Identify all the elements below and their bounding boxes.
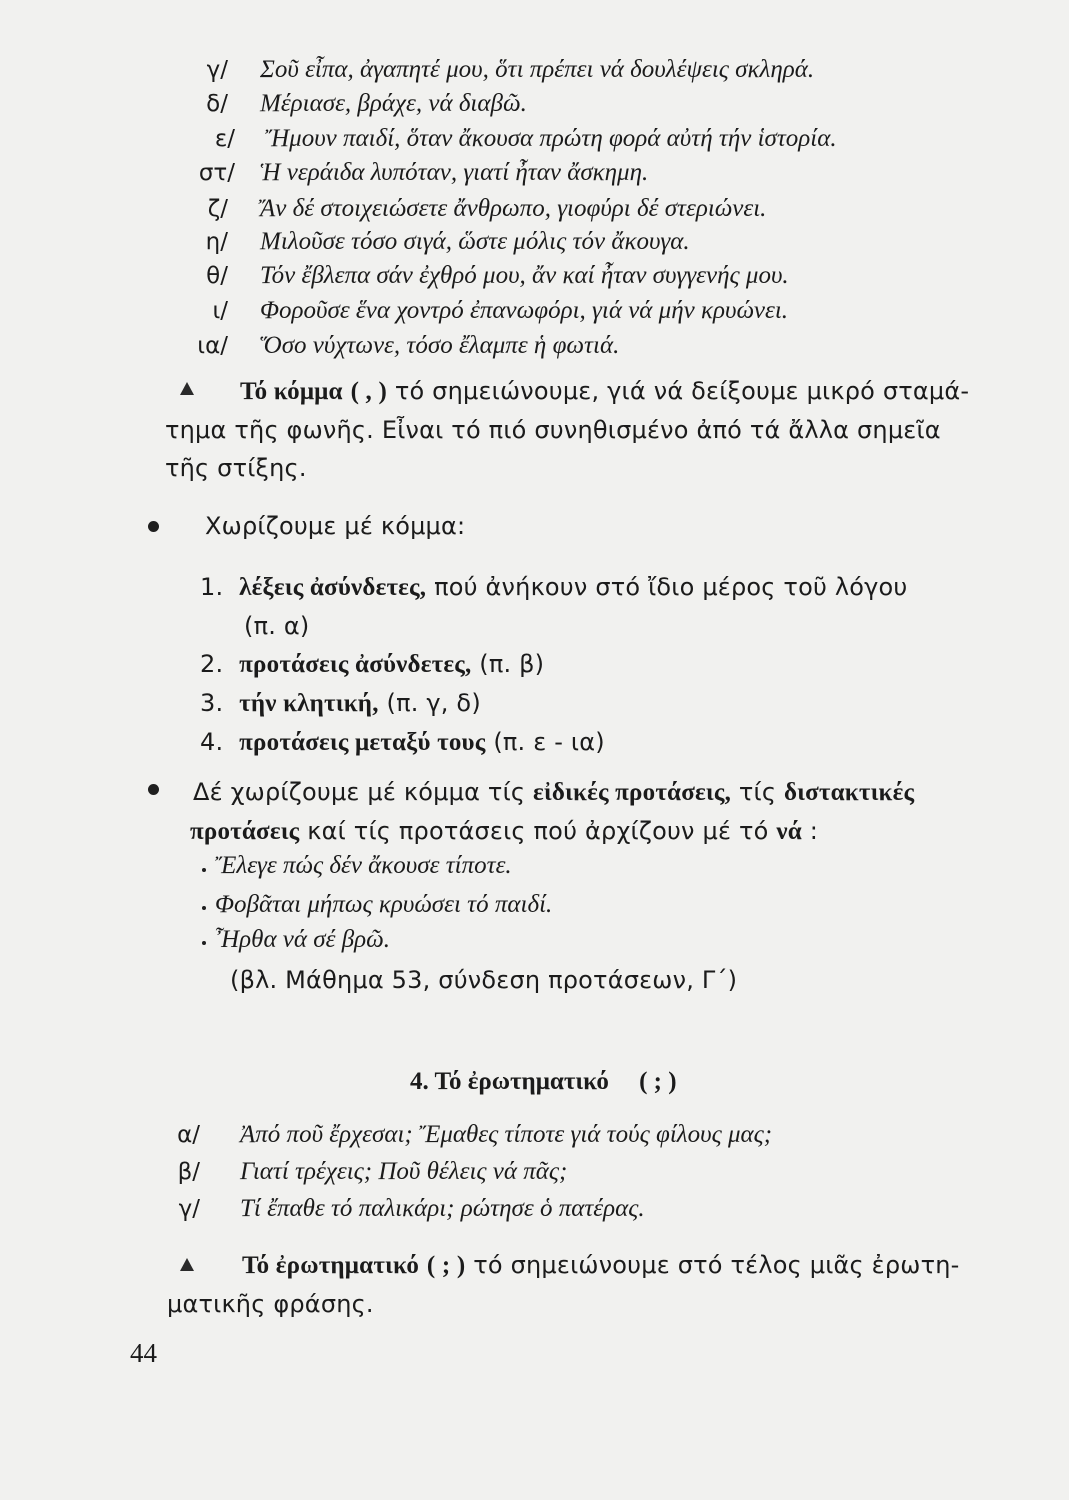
- reference-note: (βλ. Μάθημα 53, σύνδεση προτάσεων, Γ΄): [230, 966, 738, 994]
- dot-icon: [202, 906, 206, 910]
- example-label: ια/: [197, 333, 228, 359]
- list-number: 2.: [200, 650, 224, 678]
- example-label: α/: [177, 1122, 200, 1148]
- no-separate-rule: [190, 773, 1023, 851]
- example-text: Ἄν δέ στοιχειώσετε ἄνθρωπο, γιοφύρι δέ στεριώνει.: [260, 195, 767, 222]
- page-number: 44: [130, 1338, 157, 1368]
- list-number: 1.: [200, 573, 224, 601]
- no-separate-text: καί τίς προτάσεις πού ἀρχίζουν μέ τό: [307, 817, 769, 845]
- example-text: Ἦρθα νά σέ βρῶ.: [215, 926, 391, 953]
- question-symbol: ( ; ): [426, 1252, 466, 1279]
- no-separate-bold: νά: [776, 818, 802, 845]
- comma-rule-line1: τό σημειώνουμε, γιά νά δείξουμε μικρό σταμά-: [394, 377, 970, 405]
- question-rule-line2: ματικῆς φράσης.: [167, 1290, 374, 1318]
- dot-icon: [202, 941, 206, 945]
- example-label: ε/: [214, 126, 235, 152]
- no-separate-bold: εἰδικές προτάσεις,: [533, 779, 732, 806]
- example-text: Ἤμουν παιδί, ὅταν ἄκουσα πρώτη φορά αὐτή τήν ἱστορία.: [265, 125, 837, 152]
- list-item-continuation: (π. α): [244, 612, 310, 640]
- example-text: Τόν ἔβλεπα σάν ἐχθρό μου, ἄν καί ἦταν συγγενής μου.: [260, 262, 789, 289]
- example-text: Μέριασε, βράχε, νά διαβῶ.: [260, 90, 527, 117]
- no-separate-text: τίς: [738, 778, 777, 806]
- separate-list: [200, 568, 1020, 762]
- section-symbol: ( ; ): [639, 1068, 677, 1095]
- section-heading: [410, 1068, 677, 1096]
- example-label: θ/: [206, 263, 228, 289]
- example-text: Ἔλεγε πώς δέν ἄκουσε τίποτε.: [215, 852, 512, 879]
- bullet-icon: [148, 521, 159, 532]
- example-text: Σοῦ εἶπα, ἀγαπητέ μου, ὅτι πρέπει νά δουλέψεις σκληρά.: [260, 56, 815, 83]
- question-term: Τό ἐρωτηματικό: [242, 1252, 420, 1279]
- no-separate-text: Δέ χωρίζουμε μέ κόμμα τίς: [193, 778, 526, 806]
- example-label: ι/: [212, 298, 228, 324]
- example-text: Φοροῦσε ἕνα χοντρό ἐπανωφόρι, γιά νά μήν κρυώνει.: [260, 297, 789, 324]
- list-rest: πού ἀνήκουν στό ἴδιο μέρος τοῦ λόγου: [434, 573, 908, 601]
- example-text: Φοβᾶται μήπως κρυώσει τό παιδί.: [215, 891, 553, 918]
- list-item: [200, 568, 1020, 607]
- list-bold: λέξεις ἀσύνδετες,: [239, 574, 427, 601]
- comma-term: Τό κόμμα: [240, 378, 343, 405]
- example-label: β/: [177, 1159, 200, 1185]
- no-separate-bold: διστακτικές: [783, 779, 915, 806]
- no-separate-bold: προτάσεις: [190, 818, 300, 845]
- question-rule: [167, 1246, 1017, 1323]
- list-item: [200, 645, 1020, 684]
- list-number: 3.: [200, 689, 224, 717]
- example-label: η/: [205, 229, 228, 255]
- list-item: [200, 723, 1020, 762]
- list-rest: (π. γ, δ): [386, 689, 481, 717]
- example-text: Ὅσο νύχτωνε, τόσο ἔλαμπε ἡ φωτιά.: [260, 332, 620, 359]
- list-rest: (π. β): [479, 650, 545, 678]
- example-text: Τί ἔπαθε τό παλικάρι; ρώτησε ὁ πατέρας.: [240, 1195, 645, 1222]
- list-rest: (π. ε - ια): [493, 728, 605, 756]
- example-text: Γιατί τρέχεις; Ποῦ θέλεις νά πᾶς;: [240, 1158, 568, 1185]
- separate-intro: Χωρίζουμε μέ κόμμα:: [205, 512, 466, 540]
- list-bold: προτάσεις ἀσύνδετες,: [239, 651, 472, 678]
- example-text: Ἡ νεράιδα λυπόταν, γιατί ἦταν ἄσκημη.: [260, 159, 649, 186]
- example-text: Μιλοῦσε τόσο σιγά, ὥστε μόλις τόν ἄκουγα.: [260, 228, 690, 255]
- list-item: [200, 684, 1020, 723]
- example-label: γ/: [178, 1196, 200, 1222]
- example-label: στ/: [198, 160, 235, 186]
- comma-rule: [165, 372, 1015, 487]
- list-bold: τήν κλητική,: [239, 690, 379, 717]
- comma-rule-line3: τῆς στίξης.: [165, 454, 307, 482]
- bullet-icon: [148, 784, 159, 795]
- section-title: 4. Τό ἐρωτηματικό: [410, 1068, 609, 1095]
- no-separate-text: :: [809, 817, 819, 845]
- example-label: γ/: [206, 57, 228, 83]
- comma-rule-line2: τημα τῆς φωνῆς. Εἶναι τό πιό συνηθισμένο ἀπό τά ἄλλα σημεῖα: [165, 416, 941, 444]
- example-label: δ/: [206, 91, 228, 117]
- dot-icon: [202, 868, 206, 872]
- list-bold: προτάσεις μεταξύ τους: [239, 729, 486, 756]
- example-label: ζ/: [207, 196, 228, 222]
- example-text: Ἀπό ποῦ ἔρχεσαι; Ἔμαθες τίποτε γιά τούς φίλους μας;: [240, 1121, 773, 1148]
- list-number: 4.: [200, 728, 224, 756]
- question-rule-line1: τό σημειώνουμε στό τέλος μιᾶς ἐρωτη-: [473, 1251, 960, 1279]
- comma-symbol: ( , ): [350, 378, 387, 405]
